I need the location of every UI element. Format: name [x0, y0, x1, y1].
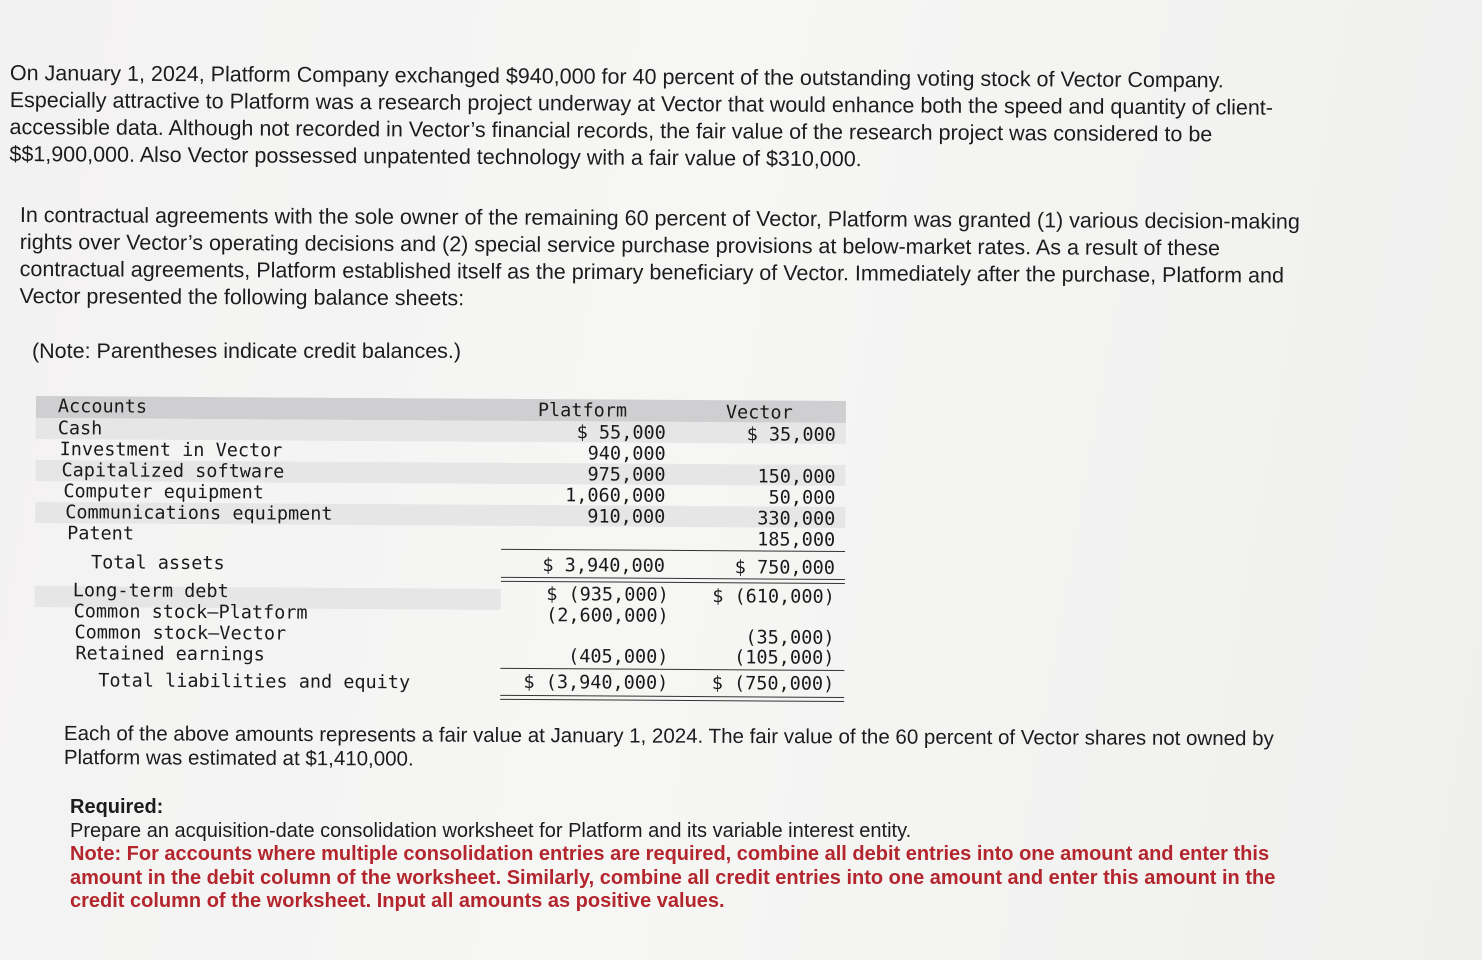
platform-value: (405,000): [568, 646, 669, 668]
required-label: Required:: [70, 796, 164, 818]
account-label: Communications equipment: [65, 502, 333, 525]
platform-value: $ 55,000: [576, 422, 666, 444]
total-liabilities-vector: $ (750,000): [711, 673, 835, 695]
vector-value: $ 35,000: [746, 424, 836, 446]
fair-value-paragraph: Each of the above amounts represents a fair value at January 1, 2024. The fair value of the 60 percent of Vector shares not owned by Platform was estimated at $1,410,000.: [63, 722, 1274, 771]
contractual-agreements-paragraph: In contractual agreements with the sole owner of the remaining 60 percent of Vector, Platform was granted (1) various decision-making rights over Vector’s operating decisions and (2) special service purchase provisions at below-market rates. As a result of these contractual agreements, Platform established itself as the primary beneficiary of Vector. Immediately after the purchase, Platform and Vector presented the following balance sheets:: [19, 202, 1300, 311]
liability-label: Retained earnings: [75, 643, 265, 666]
total-double-rule: [501, 577, 845, 584]
platform-value: (2,600,000): [546, 605, 669, 627]
platform-value: $ (935,000): [546, 584, 669, 606]
header-vector: Vector: [725, 402, 793, 424]
vector-value: $ (610,000): [712, 586, 835, 608]
vector-value: 185,000: [757, 529, 836, 551]
liability-label: Common stock–Vector: [74, 622, 287, 645]
account-label: Investment in Vector: [59, 439, 283, 462]
vector-value: (35,000): [745, 627, 835, 649]
liability-label: Long-term debt: [72, 580, 229, 603]
credit-balance-note: (Note: Parentheses indicate credit balances.): [32, 339, 462, 363]
platform-value: 1,060,000: [565, 485, 666, 507]
balance-sheet-table: [34, 396, 856, 711]
vector-value: 330,000: [757, 508, 836, 530]
total-liabilities-platform: $ (3,940,000): [523, 671, 669, 694]
account-label: Computer equipment: [63, 481, 264, 504]
account-label: Patent: [67, 523, 135, 545]
platform-value: 910,000: [587, 506, 666, 528]
total-liabilities-label: Total liabilities and equity: [98, 670, 411, 694]
platform-value: 975,000: [587, 464, 666, 486]
vector-value: (105,000): [734, 647, 835, 669]
header-accounts: Accounts: [57, 396, 148, 418]
platform-value: 940,000: [587, 443, 666, 465]
vector-value: 50,000: [768, 487, 836, 509]
problem-intro-paragraph: On January 1, 2024, Platform Company exchanged $940,000 for 40 percent of the outstanding voting stock of Vector Company. Especially attractive to Platform was a research project underway at Vector that would enhance both the speed and quantity of client- accessible data. Although not recorded in Vector’s financial records, the fair value of the research project was considered to be $$1,900,000. Also Vector possessed unpatented technology with a fair value of $310,000.: [9, 60, 1274, 172]
liability-label: Common stock–Platform: [73, 601, 308, 624]
account-label: Cash: [57, 418, 103, 440]
total-assets-vector: $ 750,000: [734, 557, 836, 579]
required-instruction: Prepare an acquisition-date consolidation worksheet for Platform and its variable interest entity.: [70, 819, 912, 842]
account-label: Capitalized software: [61, 460, 285, 483]
total-assets-platform: $ 3,940,000: [542, 555, 666, 577]
header-platform: Platform: [537, 400, 628, 422]
total-double-rule: [500, 695, 844, 702]
required-section: [70, 796, 1410, 914]
total-assets-label: Total assets: [90, 552, 225, 575]
vector-value: 150,000: [757, 466, 836, 488]
required-note: Note: For accounts where multiple consolidation entries are required, combine all debit entries into one amount and enter this amount in the debit column of the worksheet. Similarly, combine all credit entries into one amount and enter this amount in the credit column of the worksheet. Input all amounts as positive values.: [70, 843, 1276, 912]
